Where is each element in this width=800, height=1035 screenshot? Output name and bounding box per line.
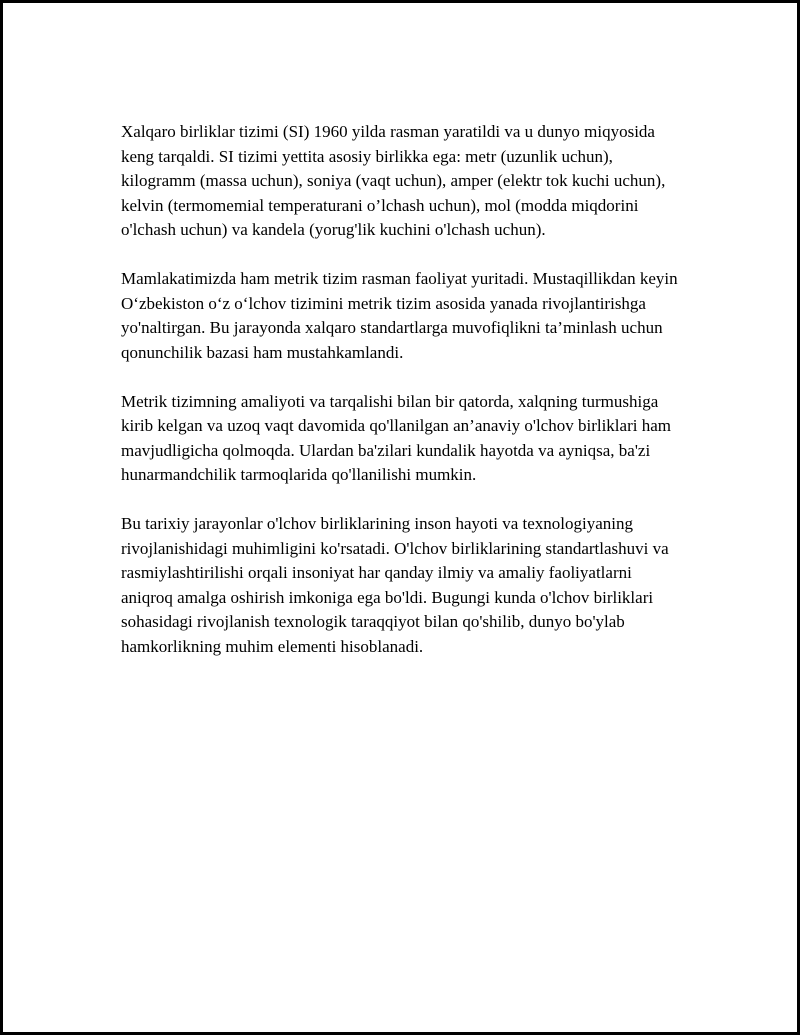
paragraph-traditional-units: Metrik tizimning amaliyoti va tarqalishi bilan bir qatorda, xalqning turmushiga kirib kelgan va uzoq vaqt davomida qo'llanilgan an’anaviy o'lchov birliklari ham mavjudligicha qolmoqda. Ulardan ba'zilari kundalik hayotda va ayniqsa, ba'zi hunarmandchilik tarmoqlarida qo'llanilishi mumkin. <box>121 391 671 484</box>
paragraph-si-system: Xalqaro birliklar tizimi (SI) 1960 yilda rasman yaratildi va u dunyo miqyosida keng tarqaldi. SI tizimi yettita asosiy birlikka ega: metr (uzunlik uchun), kilogramm (massa uchun), soniya (vaqt uchun), amper (elektr tok kuchi uchun), kelvin (termomemial temperaturani o’lchash uchun), mol (modda miqdorini o'lchash uchun) va kandela (yorug'lik kuchini o'lchash uchun). <box>121 122 666 239</box>
paragraph-conclusion: Bu tarixiy jarayonlar o'lchov birliklarining inson hayoti va texnologiyaning rivojlanishidagi muhimligini ko'rsatadi. O'lchov birliklarining standartlashuvi va rasmiylashtirilishi orqali insoniyat har qanday ilmiy va amaliy faoliyatlarni aniqroq amalga oshirish imkoniga ega bo'ldi. Bugungi kunda o'lchov birliklari sohasidagi rivojlanish texnologik taraqqiyot bilan qo'shilib, dunyo bo'ylab hamkorlikning muhim elementi hisoblanadi. <box>121 514 669 656</box>
paragraph-metric-uzbekistan: Mamlakatimizda ham metrik tizim rasman faoliyat yuritadi. Mustaqillikdan keyin O‘zbekiston o‘z o‘lchov tizimini metrik tizim asosida yanada rivojlantirishga yo'naltirgan. Bu jarayonda xalqaro standartlarga muvofiqlikni ta’minlash uchun qonunchilik bazasi ham mustahkamlandi. <box>121 269 678 362</box>
document-body <box>121 120 681 684</box>
